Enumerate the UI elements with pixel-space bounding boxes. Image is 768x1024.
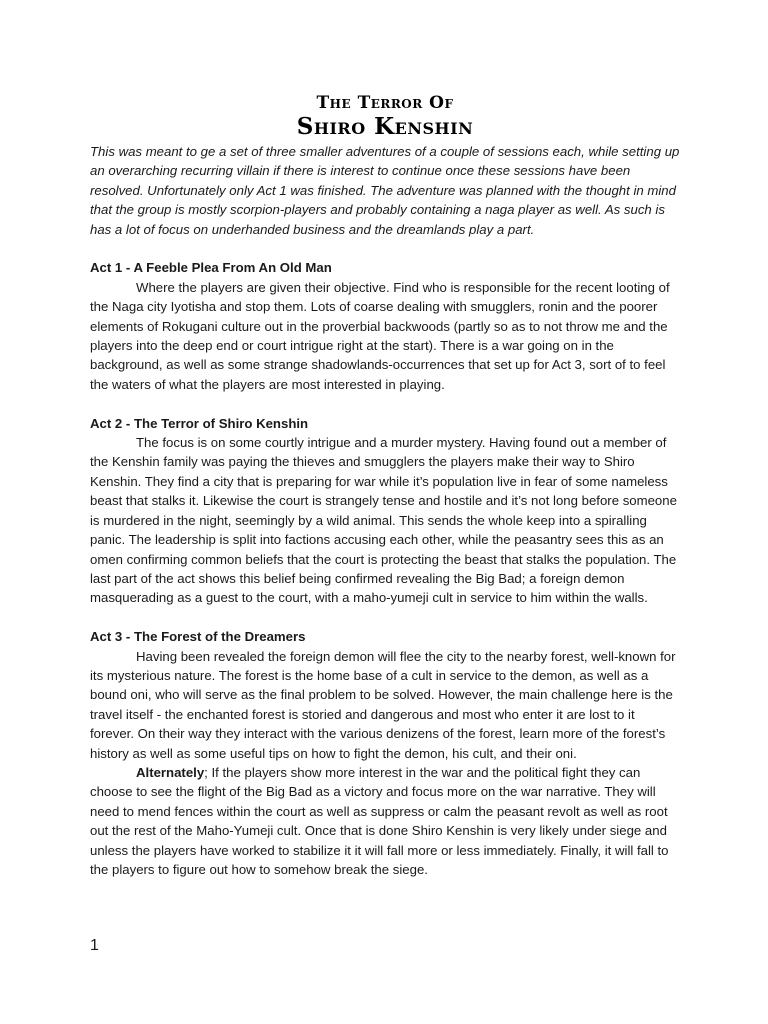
act-1-heading: Act 1 - A Feeble Plea From An Old Man	[90, 260, 332, 276]
act-3-heading: Act 3 - The Forest of the Dreamers	[90, 629, 306, 645]
act-2-heading: Act 2 - The Terror of Shiro Kenshin	[90, 415, 309, 431]
act-1-body: Where the players are given their objective. Find who is responsible for the recent looting of the Naga city Iyotisha and stop them. Lots of coarse dealing with smugglers, ronin and the poorer elements of Rokugani culture out in the proverbial backwoods (partly so as to not throw me and the players into the deep end or court intrigue right at the start). There is a war going on in the background, as well as some strange shadowlands-occurrences that set up for Act 3, sort of to feel the waters of what the players are most interested in playing.	[90, 279, 670, 392]
alternately-label: Alternately	[136, 764, 205, 780]
page-number: 1	[90, 937, 99, 954]
intro-paragraph: This was meant to ge a set of three smaller adventures of a couple of sessions each, while setting up an overarching recurring villain if there is interest to continue once these sessions have been resolved. Unfortunately only Act 1 was finished. The adventure was planned with the thought in mind that the group is mostly scorpion-players and probably containing a naga player as well. As such is has a lot of focus on underhanded business and the dreamlands play a part.	[90, 144, 680, 237]
act-3-body: Having been revealed the foreign demon will flee the city to the nearby forest, well-known for its mysterious nature. The forest is the home base of a cult in service to the demon, as well as a bound oni, who will serve as the final problem to be solved. However, the main challenge here is the travel itself - the enchanted forest is storied and dangerous and most who enter it are lost to it forever. On their way they interact with the various denizens of the forest, learn more of the forest’s history as well as some useful tips on how to fight the demon, his cult, and their oni.	[90, 648, 676, 761]
page-content	[90, 92, 680, 879]
act-3-alternate-paragraph	[90, 763, 680, 879]
title-line-1: The Terror Of	[316, 93, 454, 113]
act-2-body: The focus is on some courtly intrigue and a murder mystery. Having found out a member of the Kenshin family was paying the thieves and smugglers the players make their way to Shiro Kenshin. They find a city that is preparing for war while it’s population live in fear of some nameless beast that stalks it. Likewise the court is strangely tense and hostile and it’s not long before someone is murdered in the night, seemingly by a wild animal. This sends the whole keep into a spiralling panic. The leadership is split into factions accusing each other, while the peasantry sees this as an omen confirming common beliefs that the court is protecting the beast that stalks the population. The last part of the act shows this belief being confirmed revealing the Big Bad; a foreign demon masquerading as a guest to the court, with a maho-yumeji cult in service to him within the walls.	[90, 435, 677, 606]
alternately-body: ; If the players show more interest in the war and the political fight they can choose to see the flight of the Big Bad as a victory and focus more on the war narrative. They will need to mend fences within the court as well as suppress or calm the peasant revolt as well as root out the rest of the Maho-Yumeji cult. Once that is done Shiro Kenshin is very likely under siege and unless the players have worked to stabilize it it will fall more or less immediately. Finally, it will fall to the players to figure out how to somehow break the siege.	[90, 764, 669, 877]
title-line-2: Shiro Kenshin	[296, 113, 474, 140]
